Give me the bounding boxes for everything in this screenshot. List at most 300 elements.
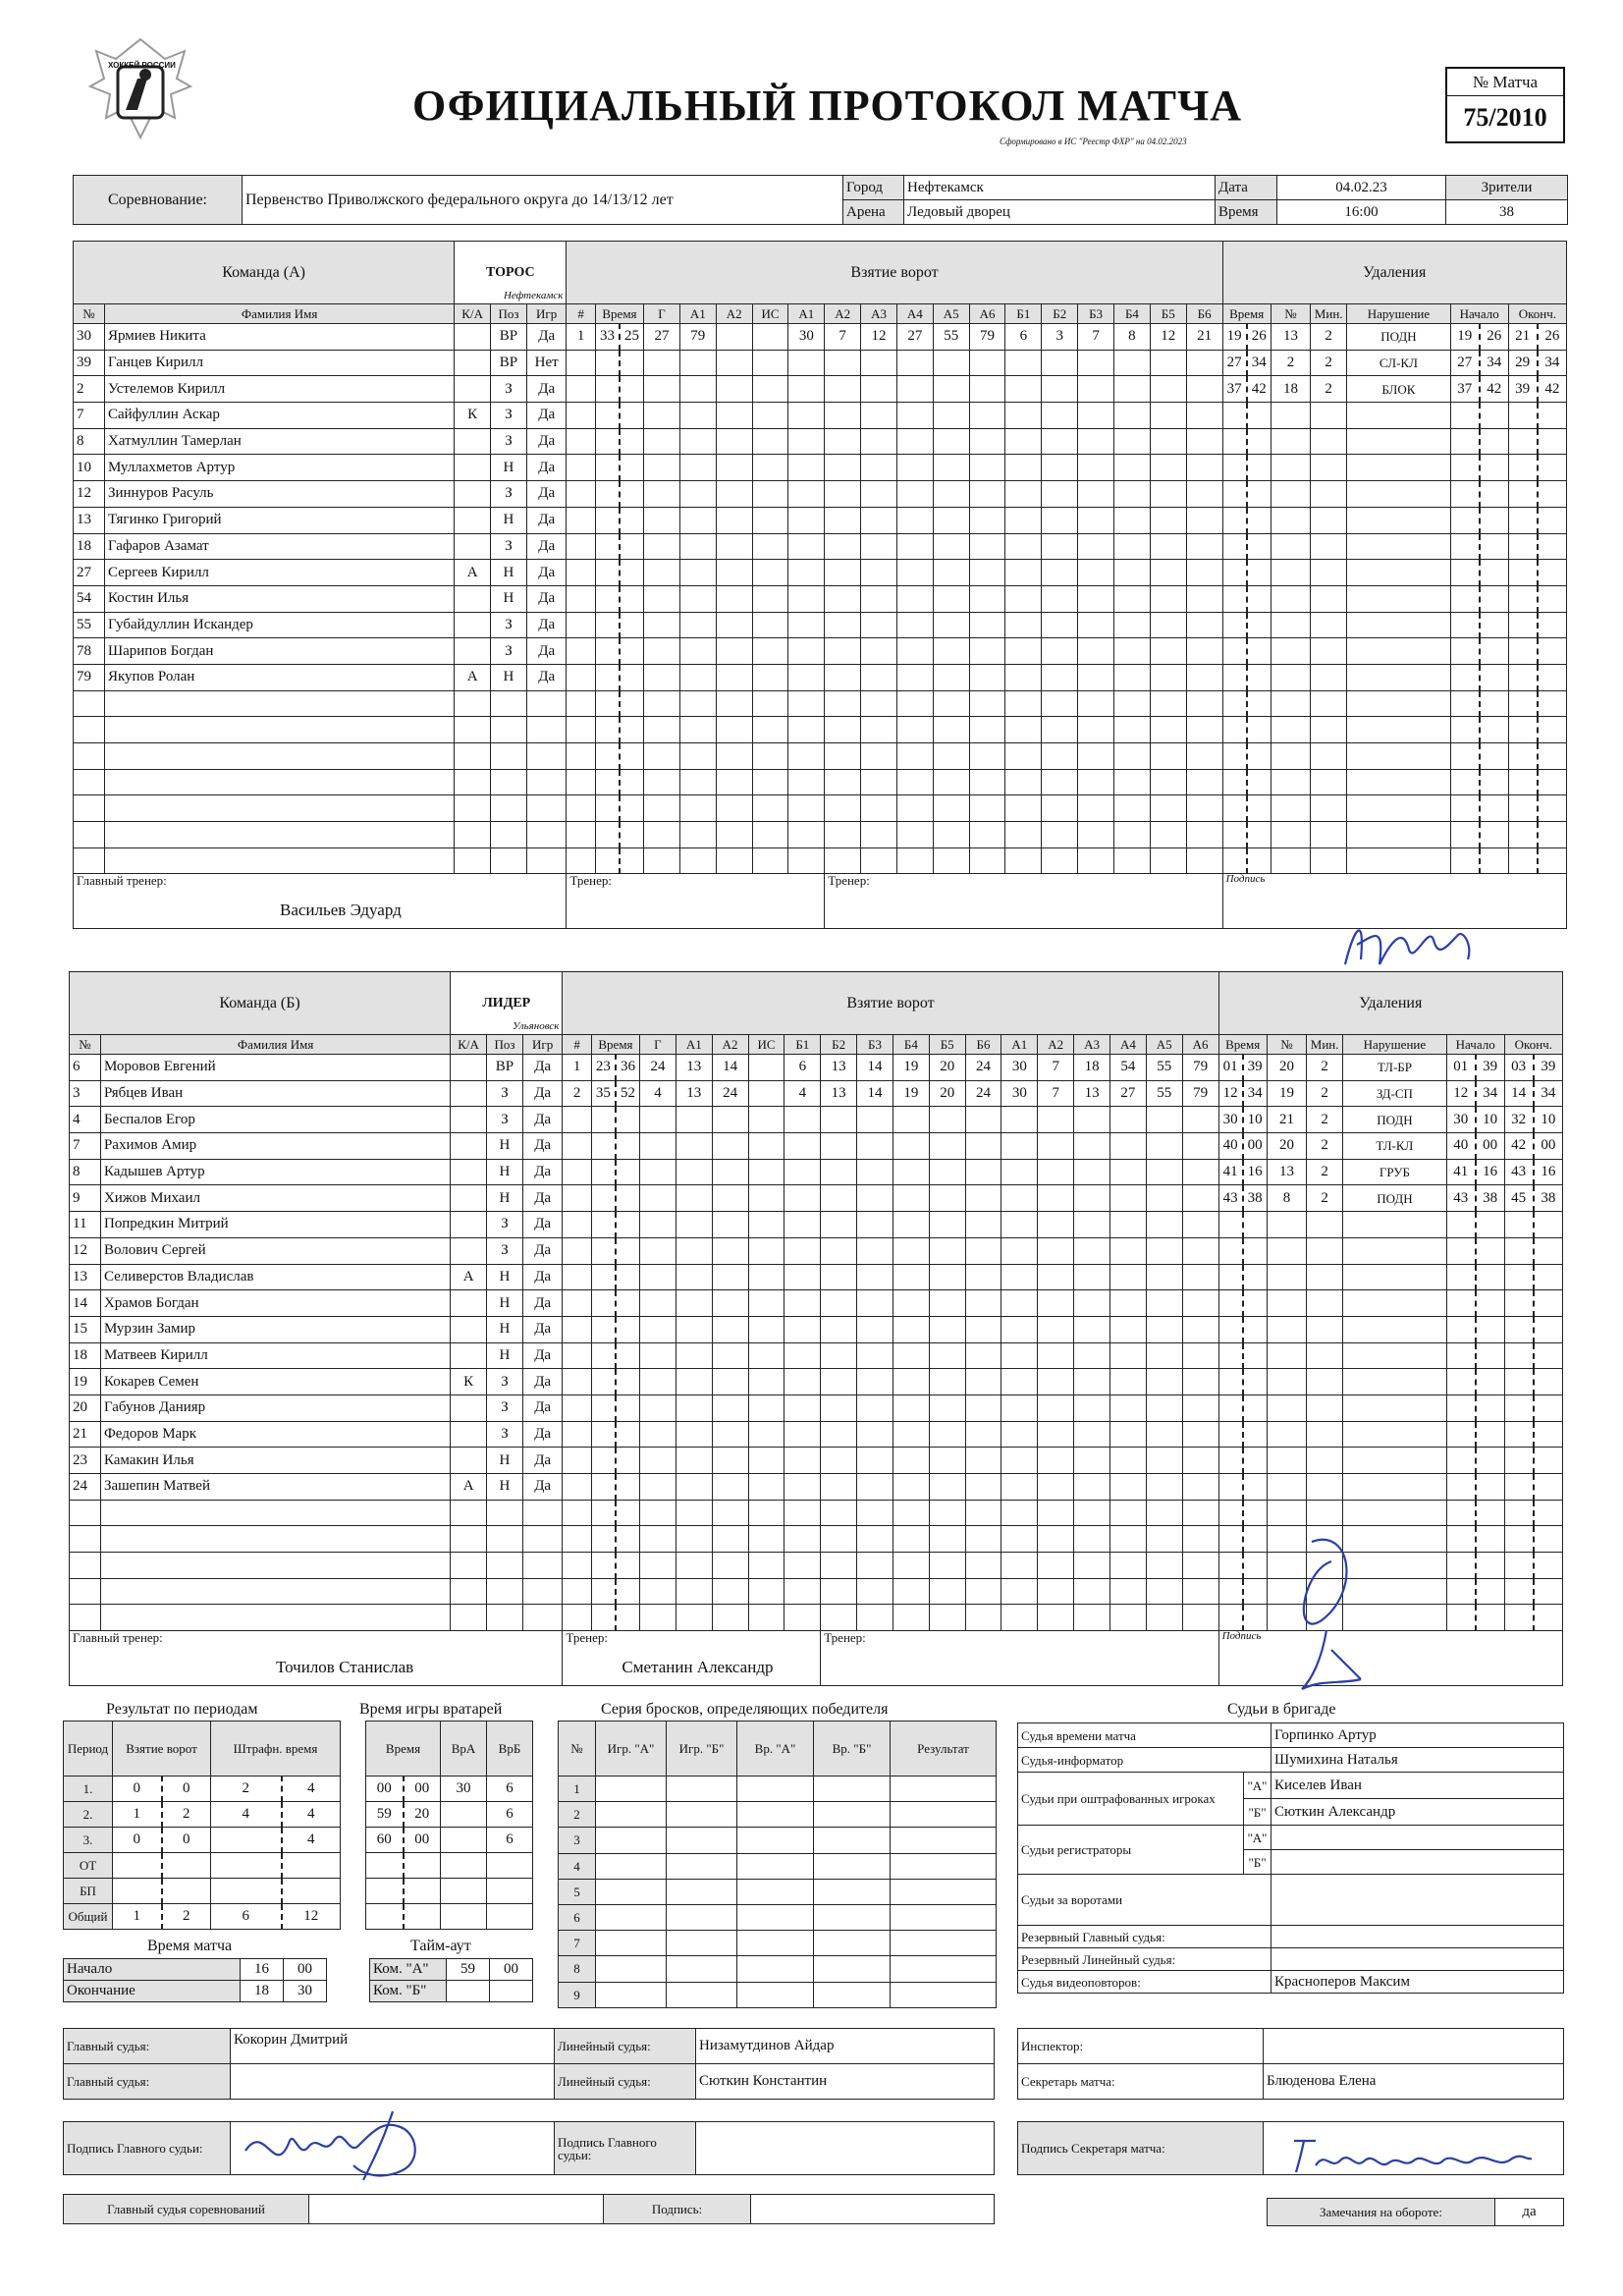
goal-a1: 13 (676, 1055, 712, 1081)
goal-a2: 14 (712, 1055, 748, 1081)
shootout-cell (596, 1828, 667, 1853)
pen-second (1247, 403, 1271, 429)
goal-g (644, 428, 680, 455)
goal-a1 (679, 428, 716, 455)
goal-onice-2 (1074, 1107, 1110, 1133)
goalie-row (366, 1802, 533, 1828)
goal-onice-1 (933, 481, 969, 508)
goal-a1 (679, 822, 716, 848)
goal-is (752, 585, 788, 612)
goal-a1 (676, 1237, 712, 1264)
goal-onice-1 (861, 743, 897, 770)
pen-end-second (1534, 1394, 1563, 1421)
goal-onice-1 (825, 376, 861, 403)
goal-minute (595, 690, 620, 717)
goal-number (567, 612, 595, 638)
goal-onice-1 (893, 1342, 929, 1369)
shootout-row (559, 1853, 997, 1879)
goal-g (640, 1237, 676, 1264)
official-pen-a-value: Киселев Иван (1271, 1773, 1564, 1799)
goal-onice-1 (929, 1474, 965, 1501)
goal-onice-1 (788, 533, 825, 560)
pen-type (1347, 533, 1451, 560)
pen-start-minute: 12 (1446, 1080, 1475, 1107)
pen-end-minute (1504, 1474, 1533, 1501)
secretary-label: Секретарь матча: (1018, 2064, 1264, 2100)
pen-second: 34 (1247, 350, 1271, 376)
goal-minute: 35 (591, 1080, 616, 1107)
goal-second (616, 1290, 640, 1317)
goal-onice-2 (1005, 612, 1042, 638)
pen-start-second: 10 (1476, 1107, 1504, 1133)
pen-type (1347, 822, 1451, 848)
col-goal-5: ИС (752, 304, 788, 324)
goal-onice-2: 21 (1186, 324, 1222, 351)
goal-minute (591, 1185, 616, 1212)
goal-onice-1: 27 (896, 324, 933, 351)
official-info-label: Судья-информатор (1018, 1748, 1271, 1773)
team-name: ТОРОС (485, 264, 535, 280)
goal-onice-2 (1005, 690, 1042, 717)
shootout-cell (596, 1931, 667, 1956)
player-number: 2 (74, 376, 105, 403)
goal-onice-1: 19 (893, 1080, 929, 1107)
shootout-cell (814, 1828, 891, 1853)
goal-onice-2 (1182, 1264, 1218, 1290)
pen-start-second (1476, 1526, 1504, 1553)
goal-onice-1 (893, 1185, 929, 1212)
goal-onice-2: 6 (1005, 324, 1042, 351)
goal-a2 (716, 795, 752, 822)
goal-is (748, 1342, 784, 1369)
col-pen-2: Мин. (1311, 304, 1347, 324)
player-ka (455, 769, 491, 795)
goal-number (563, 1553, 591, 1579)
col-goal-4: А2 (712, 1035, 748, 1055)
pen-minute (1222, 795, 1247, 822)
goal-minute (591, 1553, 616, 1579)
col-goal-time: Время (591, 1035, 639, 1055)
goalie-second (404, 1904, 441, 1930)
goal-onice-1 (821, 1185, 857, 1212)
goal-a1 (679, 481, 716, 508)
match-start-ss: 00 (284, 1959, 327, 1981)
goal-onice-1 (788, 690, 825, 717)
col-num: № (74, 304, 105, 324)
pen-end-second: 00 (1534, 1133, 1563, 1160)
goal-g (644, 638, 680, 665)
pen-minute: 01 (1218, 1055, 1243, 1081)
goal-onice-2 (1186, 533, 1222, 560)
periods-title: Результат по периодам (106, 1701, 258, 1718)
player-row (70, 1316, 1563, 1342)
pen-start-minute (1450, 664, 1479, 690)
goal-a1 (676, 1578, 712, 1605)
period-row (64, 1828, 341, 1853)
goal-number (563, 1578, 591, 1605)
pen-player: 13 (1271, 324, 1311, 351)
pen-type (1343, 1342, 1447, 1369)
pen-second: 38 (1243, 1185, 1268, 1212)
pen-second: 10 (1243, 1107, 1268, 1133)
pen-minutes (1307, 1212, 1343, 1238)
goal-g (640, 1421, 676, 1448)
pen-minutes (1311, 428, 1347, 455)
col-onice2: А4 (1109, 1035, 1146, 1055)
pen-second (1247, 455, 1271, 481)
timeout-a-label: Ком. "А" (370, 1959, 447, 1981)
signatures-table (63, 2121, 995, 2175)
pen-type: СЛ-КЛ (1347, 350, 1451, 376)
goal-onice-1 (929, 1342, 965, 1369)
player-number: 12 (74, 481, 105, 508)
goal-a1 (676, 1342, 712, 1369)
goal-is (752, 507, 788, 533)
pen-minutes (1311, 664, 1347, 690)
goalies-head-time: Время (366, 1722, 441, 1777)
player-row (70, 1212, 1563, 1238)
pen-end-minute (1508, 690, 1537, 717)
goal-onice-2 (1074, 1605, 1110, 1631)
goal-second (616, 1394, 640, 1421)
head-coach-name: Точилов Станислав (276, 1658, 414, 1677)
player-row (74, 376, 1567, 403)
player-name (100, 1578, 450, 1605)
goal-onice-1 (896, 664, 933, 690)
player-number: 3 (70, 1080, 101, 1107)
player-ka (455, 481, 491, 508)
player-played: Да (522, 1185, 563, 1212)
player-position: Н (491, 585, 527, 612)
pen-minute (1218, 1421, 1243, 1448)
pen-minute: 40 (1218, 1133, 1243, 1160)
goal-onice-1 (893, 1526, 929, 1553)
pen-end-minute (1504, 1605, 1533, 1631)
goal-onice-1 (929, 1448, 965, 1474)
pen-type: ЗД-СП (1343, 1080, 1447, 1107)
pen-minutes: 2 (1307, 1159, 1343, 1185)
goal-onice-2 (1150, 822, 1186, 848)
pen-type: ТЛ-БР (1343, 1055, 1447, 1081)
goalies-head-a: ВрА (441, 1722, 487, 1777)
periods-head-goals: Взятие ворот (113, 1722, 211, 1777)
goalie-minute: 59 (366, 1802, 404, 1828)
shootout-cell (891, 1956, 997, 1982)
goal-onice-2 (1038, 1448, 1074, 1474)
goal-onice-2 (1078, 481, 1114, 508)
player-position (487, 1578, 523, 1605)
goal-onice-2 (1146, 1133, 1182, 1160)
pen-start-minute: 27 (1450, 350, 1479, 376)
goal-onice-1 (933, 769, 969, 795)
time-value: 16:00 (1277, 200, 1446, 225)
goal-minute (595, 769, 620, 795)
pen-end-minute (1504, 1500, 1533, 1526)
goal-onice-2 (1109, 1421, 1146, 1448)
pen-start-second (1480, 743, 1508, 770)
goal-onice-1 (969, 376, 1005, 403)
goal-onice-1 (933, 822, 969, 848)
goal-minute: 33 (595, 324, 620, 351)
goal-onice-1 (857, 1421, 893, 1448)
pen-start-minute: 30 (1446, 1107, 1475, 1133)
pen-start-second (1480, 638, 1508, 665)
goal-a1 (679, 533, 716, 560)
col-goal-no: # (567, 304, 595, 324)
shootout-cell (737, 1931, 814, 1956)
col-onice2: Б5 (1150, 304, 1186, 324)
spectators-label: Зрители (1446, 176, 1568, 200)
goal-minute (591, 1578, 616, 1605)
goal-a2 (716, 403, 752, 429)
goal-onice-1 (969, 795, 1005, 822)
shootout-number: 2 (559, 1802, 596, 1828)
goal-onice-1 (933, 507, 969, 533)
goal-onice-2: 18 (1074, 1055, 1110, 1081)
goal-onice-1 (896, 822, 933, 848)
goal-second (616, 1474, 640, 1501)
goal-is (752, 795, 788, 822)
goal-onice-2 (1074, 1578, 1110, 1605)
goal-onice-2 (1182, 1369, 1218, 1395)
pen-start-minute (1450, 638, 1479, 665)
pen-second (1243, 1316, 1268, 1342)
player-name: Камакин Илья (100, 1448, 450, 1474)
shootout-row (559, 1828, 997, 1853)
goal-a2 (716, 481, 752, 508)
player-row (74, 717, 1567, 743)
pen-minute: 41 (1218, 1159, 1243, 1185)
pen-type (1343, 1394, 1447, 1421)
player-name: Костин Илья (104, 585, 454, 612)
pen-second (1247, 690, 1271, 717)
player-number: 4 (70, 1107, 101, 1133)
goal-onice-1 (784, 1342, 821, 1369)
goal-onice-1 (965, 1526, 1001, 1553)
goal-onice-2 (1114, 795, 1151, 822)
goal-onice-2 (1038, 1394, 1074, 1421)
goal-onice-2 (1150, 481, 1186, 508)
goalie-a (441, 1879, 487, 1904)
goal-onice-1 (825, 822, 861, 848)
period-pen-a: 4 (211, 1802, 282, 1828)
goal-onice-2 (1074, 1212, 1110, 1238)
period-goals-b: 2 (162, 1904, 211, 1930)
pen-start-minute (1446, 1448, 1475, 1474)
pen-type (1347, 717, 1451, 743)
goal-onice-2 (1005, 585, 1042, 612)
goal-onice-2 (1146, 1264, 1182, 1290)
shootout-cell (667, 1828, 737, 1853)
goal-onice-1: 14 (857, 1055, 893, 1081)
date-value: 04.02.23 (1277, 176, 1446, 200)
player-number: 14 (70, 1290, 101, 1317)
goal-a1 (676, 1448, 712, 1474)
period-pen-b: 4 (282, 1777, 341, 1802)
goal-g (644, 455, 680, 481)
goal-onice-2: 55 (1146, 1080, 1182, 1107)
pen-minute (1218, 1500, 1243, 1526)
goal-onice-2 (1186, 664, 1222, 690)
player-number (74, 847, 105, 874)
col-igr: Игр (522, 1035, 563, 1055)
goal-onice-2 (1005, 795, 1042, 822)
goal-second (616, 1237, 640, 1264)
pen-player (1271, 585, 1311, 612)
goal-onice-2 (1042, 403, 1078, 429)
goal-minute (591, 1342, 616, 1369)
pen-type: ГРУБ (1343, 1159, 1447, 1185)
player-number: 24 (70, 1474, 101, 1501)
goal-is (748, 1316, 784, 1342)
player-played (526, 717, 567, 743)
pen-minute (1222, 612, 1247, 638)
player-played: Да (522, 1080, 563, 1107)
pen-type (1347, 455, 1451, 481)
player-ka (451, 1578, 487, 1605)
pen-player (1267, 1237, 1307, 1264)
goal-minute (591, 1290, 616, 1317)
goal-onice-2 (1001, 1107, 1038, 1133)
goal-onice-1: 24 (965, 1080, 1001, 1107)
goal-onice-2 (1078, 455, 1114, 481)
team-city: Ульяновск (513, 1020, 560, 1032)
goal-onice-1 (821, 1264, 857, 1290)
shootout-cell (737, 1777, 814, 1802)
period-name: ОТ (64, 1853, 113, 1879)
pen-minute (1222, 847, 1247, 874)
goal-onice-2 (1150, 769, 1186, 795)
goal-second (616, 1342, 640, 1369)
goal-number (567, 743, 595, 770)
pen-end-minute: 29 (1508, 350, 1537, 376)
goal-second (620, 638, 644, 665)
goal-onice-1 (861, 428, 897, 455)
pen-player (1271, 717, 1311, 743)
pen-start-second (1476, 1369, 1504, 1395)
goal-onice-2 (1038, 1264, 1074, 1290)
col-pen-3: Нарушение (1347, 304, 1451, 324)
pen-start-minute (1450, 822, 1479, 848)
goal-g (644, 717, 680, 743)
pen-minutes (1307, 1342, 1343, 1369)
goal-onice-1 (784, 1421, 821, 1448)
goal-onice-1 (821, 1369, 857, 1395)
player-row (74, 585, 1567, 612)
goal-onice-2 (1186, 585, 1222, 612)
goal-g (640, 1474, 676, 1501)
pen-start-minute: 43 (1446, 1185, 1475, 1212)
goal-onice-2 (1078, 560, 1114, 586)
col-pos: Поз (491, 304, 527, 324)
goal-second (620, 428, 644, 455)
goal-a1 (679, 743, 716, 770)
goal-onice-1 (893, 1107, 929, 1133)
col-onice2: Б3 (1078, 304, 1114, 324)
pen-start-second: 39 (1476, 1055, 1504, 1081)
pen-start-minute (1446, 1526, 1475, 1553)
player-ka (451, 1448, 487, 1474)
goal-onice-2 (1109, 1474, 1146, 1501)
pen-start-second (1480, 664, 1508, 690)
pen-minute: 19 (1222, 324, 1247, 351)
pen-minutes (1311, 743, 1347, 770)
goal-onice-2 (1078, 822, 1114, 848)
goal-g (640, 1133, 676, 1160)
goal-number (567, 507, 595, 533)
pen-second (1243, 1578, 1268, 1605)
goal-minute (591, 1212, 616, 1238)
goal-onice-2 (1109, 1212, 1146, 1238)
shootout-cell (814, 1931, 891, 1956)
goal-onice-2 (1150, 350, 1186, 376)
chief-ref-table (63, 2194, 995, 2224)
goal-onice-2 (1109, 1605, 1146, 1631)
player-ka (455, 795, 491, 822)
goal-onice-1 (933, 743, 969, 770)
goal-second (620, 743, 644, 770)
goal-onice-2 (1150, 795, 1186, 822)
official-time-value: Горпинко Артур (1271, 1723, 1564, 1748)
goal-a2 (716, 664, 752, 690)
goal-onice-1 (825, 533, 861, 560)
pen-end-second (1534, 1421, 1563, 1448)
goal-g (644, 664, 680, 690)
goal-onice-2 (1182, 1212, 1218, 1238)
goal-number (563, 1212, 591, 1238)
match-start-mm: 16 (241, 1959, 284, 1981)
goal-onice-1 (929, 1185, 965, 1212)
pen-minute (1218, 1394, 1243, 1421)
goal-onice-1 (825, 350, 861, 376)
goal-onice-1 (929, 1369, 965, 1395)
secretary-value: Блюденова Елена (1264, 2064, 1564, 2100)
pen-start-minute (1450, 585, 1479, 612)
goalie-b (487, 1853, 533, 1879)
goal-a2 (712, 1133, 748, 1160)
match-end-ss: 30 (284, 1981, 327, 2002)
head-coach-name: Васильев Эдуард (280, 901, 402, 920)
player-position: Н (487, 1264, 523, 1290)
player-name: Устелемов Кирилл (104, 376, 454, 403)
pen-start-second (1476, 1394, 1504, 1421)
pen-start-minute (1450, 743, 1479, 770)
goal-onice-1 (965, 1237, 1001, 1264)
goal-number (567, 690, 595, 717)
shootout-cell (737, 1879, 814, 1904)
period-goals-a: 1 (113, 1904, 162, 1930)
goal-onice-2 (1005, 769, 1042, 795)
pen-start-minute: 37 (1450, 376, 1479, 403)
player-position: ВР (491, 324, 527, 351)
pen-start-second: 00 (1476, 1133, 1504, 1160)
goal-onice-2 (1186, 507, 1222, 533)
pen-minute (1222, 560, 1247, 586)
pen-minutes (1311, 455, 1347, 481)
player-name: Рахимов Амир (100, 1133, 450, 1160)
goal-onice-2 (1109, 1448, 1146, 1474)
team-city: Нефтекамск (503, 290, 564, 301)
goal-onice-1 (896, 769, 933, 795)
goal-onice-1: 24 (965, 1055, 1001, 1081)
pen-type: ТЛ-КЛ (1343, 1133, 1447, 1160)
col-pen-end: Оконч. (1504, 1035, 1562, 1055)
pen-start-minute (1446, 1578, 1475, 1605)
col-goal-2: Г (644, 304, 680, 324)
shootout-cell (891, 1982, 997, 2007)
goal-a2 (716, 769, 752, 795)
goal-onice-1 (825, 455, 861, 481)
